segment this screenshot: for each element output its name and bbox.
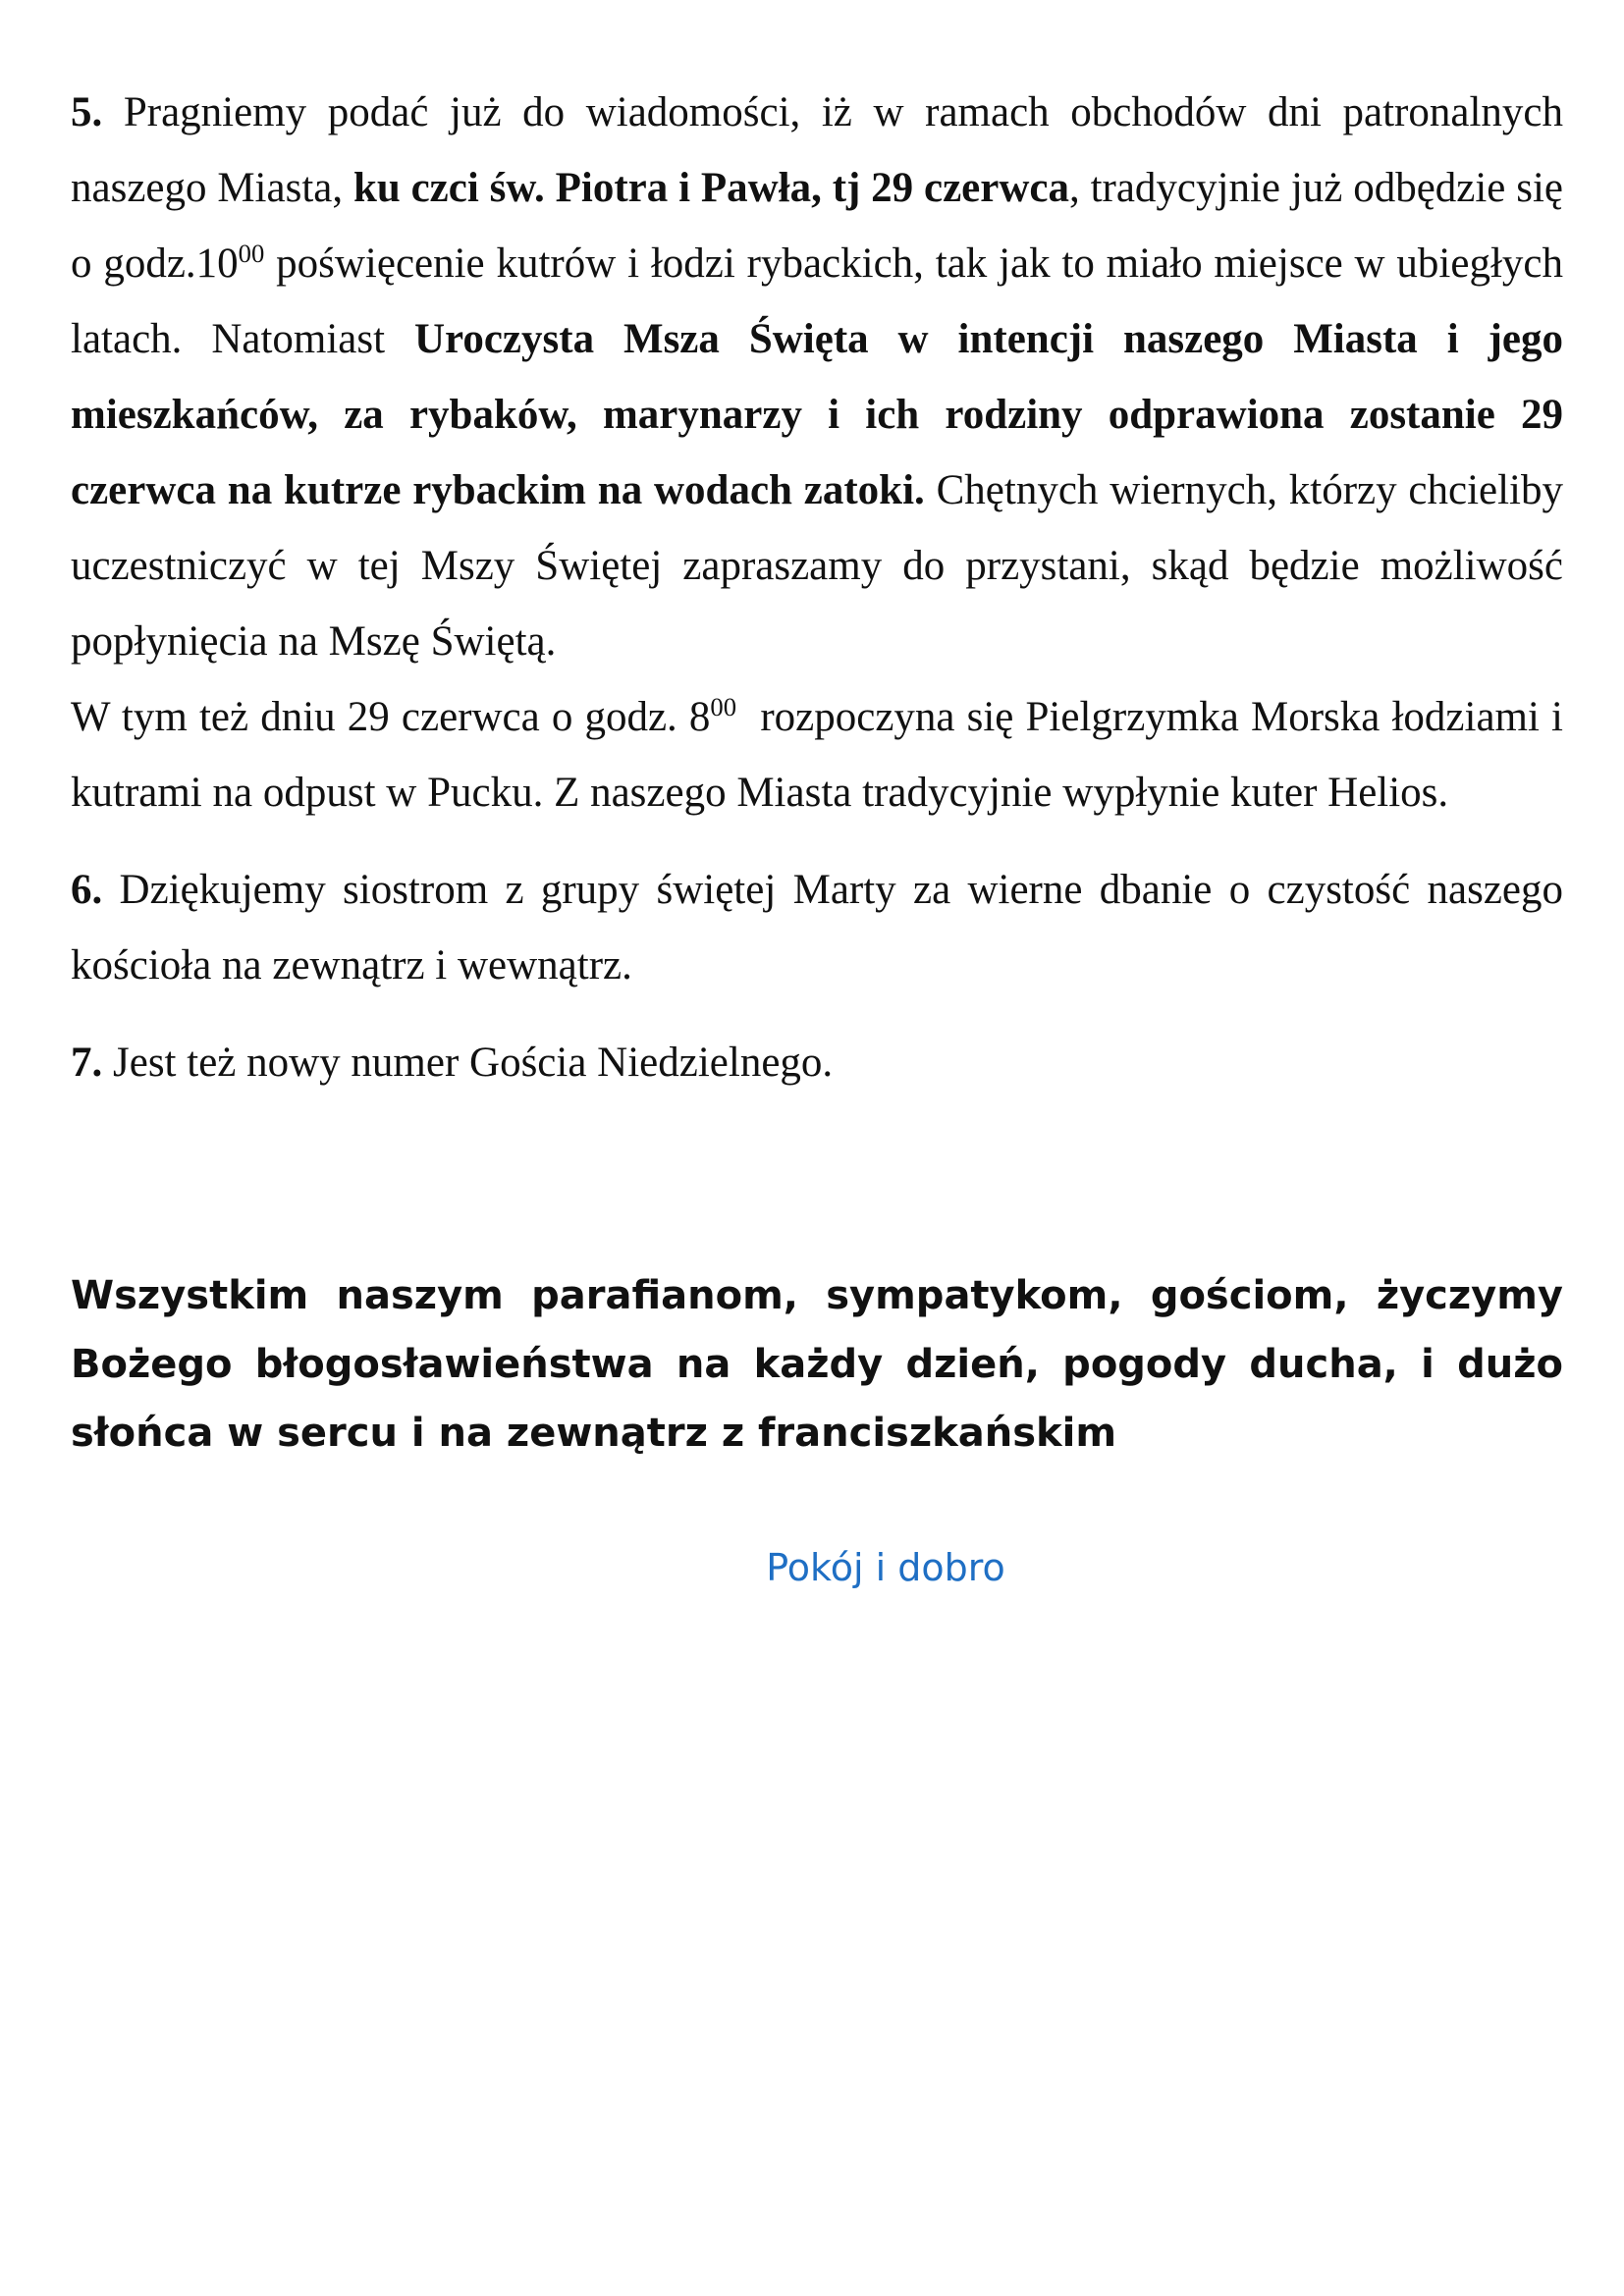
text: Dziękujemy siostrom z grupy świętej Marty za wierne dbanie o czystość naszego kościoła na zewnątrz i wewnątrz. <box>71 867 1563 988</box>
superscript: 00 <box>710 692 737 722</box>
text: rozpoczyna się Pielgrzymka Morska łodziami i kutrami na odpust w Pucku. Z naszego Miasta tradycyjnie wypłynie kuter Helios. <box>71 694 1574 816</box>
text: W tym też dniu 29 czerwca o godz. 8 <box>71 694 711 740</box>
announcement-5-continued <box>71 679 1574 830</box>
closing-phrase: Pokój i dobro <box>766 1546 1005 1589</box>
text: Jest też nowy numer Gościa Niedzielnego. <box>102 1040 834 1086</box>
item-number: 6. <box>71 867 103 913</box>
greeting-wishes: Wszystkim naszym parafianom, sympatykom, gościom, życzymy Bożego błogosławieństwa na każdy dzień, pogody ducha, i dużo słońca w sercu i na zewnątrz z franciszkańskim <box>71 1273 1563 1456</box>
bold-text: ku czci św. Piotra i Pawła, tj 29 czerwca <box>352 165 1069 211</box>
text: poświęcenie kutrów i łodzi rybackich, tak jak to miało miejsce w ubiegłych latach. Natomiast <box>71 240 1563 362</box>
text: , tradycyjnie już odbędzie się o godz.10 <box>71 165 1563 287</box>
announcement-6 <box>71 852 1563 1003</box>
item-number: 5. <box>71 89 103 135</box>
text: Pragniemy podać już do wiadomości, iż w ramach obchodów dni patronalnych naszego Miasta, <box>71 89 1563 211</box>
item-number: 7. <box>71 1040 103 1086</box>
bold-text: Uroczysta Msza Święta w intencji naszego Miasta i jego mieszkańców, za rybaków, marynarzy i ich rodziny odprawiona zostanie 29 czerwca na kutrze rybackim na wodach zatoki. <box>71 316 1563 513</box>
announcement-7 <box>71 1025 1563 1100</box>
announcement-5 <box>71 75 1563 679</box>
announcements <box>71 75 1574 1100</box>
text: Chętnych wiernych, którzy chcieliby uczestniczyć w tej Mszy Świętej zapraszamy do przystani, skąd będzie możliwość popłynięcia na Mszę Świętą. <box>71 467 1563 665</box>
superscript: 00 <box>238 239 265 269</box>
